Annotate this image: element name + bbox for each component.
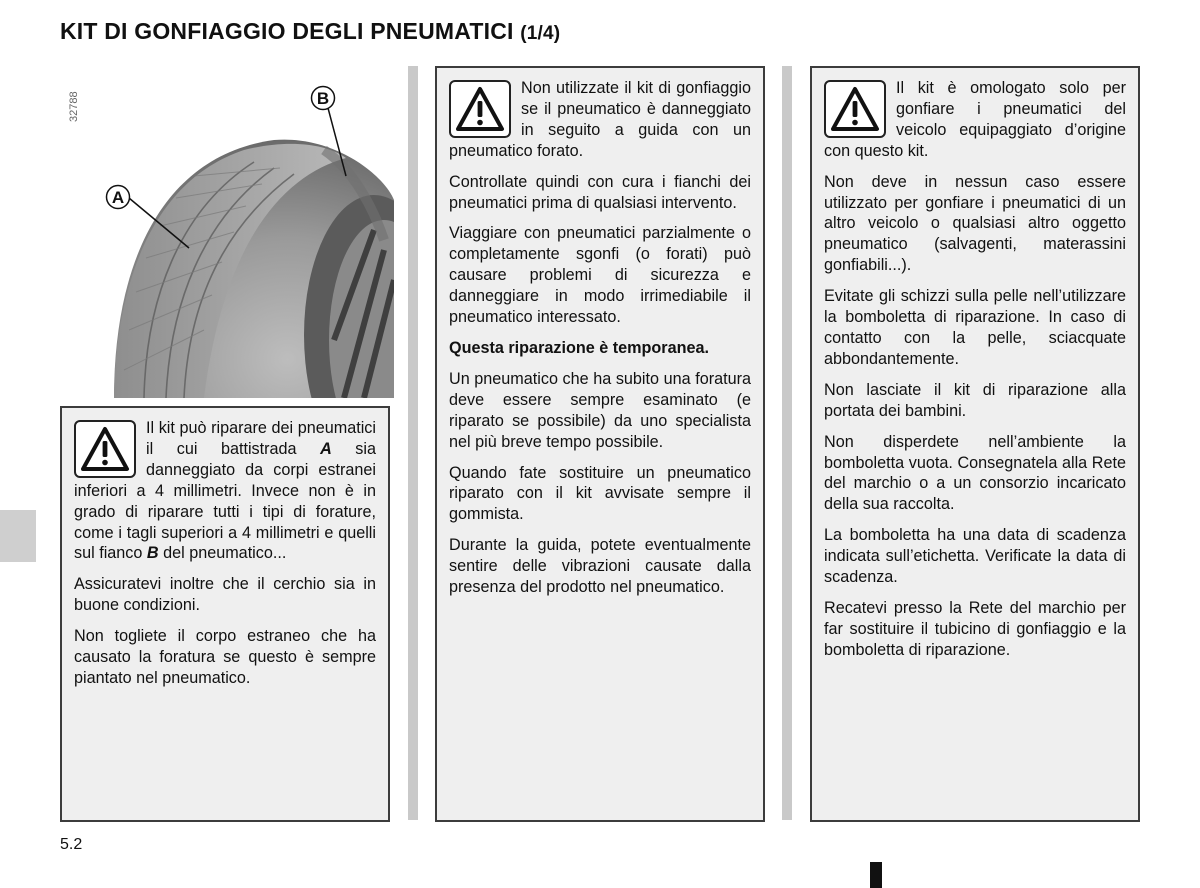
- page-title: [60, 18, 560, 45]
- column-gutter: [782, 66, 792, 820]
- paragraph: Non lasciate il kit di riparazione alla portata dei bambini.: [824, 380, 1126, 420]
- paragraph: Non disperdete nell’ambiente la bomboletta vuota. Consegnatela alla Rete del marchio o a un consorzio incaricato della sua raccolta.: [824, 432, 1126, 514]
- paragraph: Viaggiare con pneumatici parzialmente o completamente sgonfi (o forati) può causare problemi di sicurezza e danneggiare in modo irrimediabile il pneumatico interessato.: [449, 224, 751, 327]
- label-a-ref: A: [320, 439, 332, 458]
- paragraph: Un pneumatico che ha subito una foratura deve essere sempre esaminato (e riparato se possibile) da uno specialista nel più breve tempo possibile.: [449, 369, 751, 451]
- callout-a: [107, 186, 130, 209]
- text-span: del pneumatico...: [158, 544, 287, 563]
- paragraph: Controllate quindi con cura i fianchi dei pneumatici prima di qualsiasi intervento.: [449, 172, 751, 212]
- callout-a-label: A: [111, 188, 125, 207]
- paragraph: Non utilizzate il kit di gonfiaggio se il pneumatico è danneggiato in seguito a guida con un pneumatico forato.: [449, 79, 751, 160]
- warning-box-middle: [435, 66, 765, 822]
- warning-triangle-icon: [824, 80, 886, 138]
- paragraph-bold: [449, 338, 751, 359]
- column-gutter: [408, 66, 418, 820]
- warning-triangle-icon: [449, 80, 511, 138]
- page-title-part: (1/4): [520, 23, 561, 44]
- warning-box-right: [810, 66, 1140, 822]
- warning-box-left: [60, 406, 390, 822]
- paragraph: La bomboletta ha una data di scadenza indicata sull’etichetta. Verificate la data di scadenza.: [824, 526, 1126, 587]
- page-number: 5.2: [60, 836, 83, 853]
- chapter-side-tab: [0, 510, 36, 562]
- text-span: Il kit può riparare dei pneumatici il cui battistrada: [146, 419, 376, 458]
- paragraph: Evitate gli schizzi sulla pelle nell’utilizzare la bomboletta di riparazione. In caso di contatto con la pelle, sciacquate abbondantemente.: [824, 287, 1126, 368]
- paragraph: Non togliete il corpo estraneo che ha causato la foratura se questo è sempre piantato nel pneumatico.: [74, 627, 376, 687]
- print-mark: [870, 862, 882, 888]
- tire-image: [84, 80, 394, 398]
- page-title-text: KIT DI GONFIAGGIO DEGLI PNEUMATICI: [60, 18, 514, 44]
- paragraph: Assicuratevi inoltre che il cerchio sia in buone condizioni.: [74, 575, 376, 615]
- paragraph: Durante la guida, potete eventualmente sentire delle vibrazioni causate dalla presenza del prodotto nel pneumatico.: [449, 536, 751, 597]
- callout-b-label: B: [316, 89, 330, 108]
- callout-b: [312, 87, 335, 110]
- warning-triangle-icon: [74, 420, 136, 478]
- figure-code: 32788: [68, 91, 80, 122]
- paragraph: Quando fate sostituire un pneumatico riparato con il kit avvisate sempre il gommista.: [449, 463, 751, 524]
- paragraph: Il kit è omologato solo per gonfiare i pneumatici del veicolo equipaggiato d’origine con questo kit.: [824, 79, 1126, 160]
- tire-illustration: [84, 80, 394, 398]
- paragraph: Non deve in nessun caso essere utilizzato per gonfiare i pneumatici di un altro veicolo o qualsiasi altro oggetto pneumatico (salvagenti, materassini gonfiabili...).: [824, 172, 1126, 275]
- bold-notice: Questa riparazione è temporanea.: [449, 338, 709, 357]
- label-b-ref: B: [146, 544, 159, 563]
- text-span: sia danneggiato da corpi estranei inferiori a 4 millimetri. Invece non è in grado di riparare tutti i tipi di forature, come i tagli superiori a 4 millimetri e quelli sul fianco: [74, 439, 376, 563]
- paragraph: Recatevi presso la Rete del marchio per far sostituire il tubicino di gonfiaggio e la bomboletta di riparazione.: [824, 598, 1126, 659]
